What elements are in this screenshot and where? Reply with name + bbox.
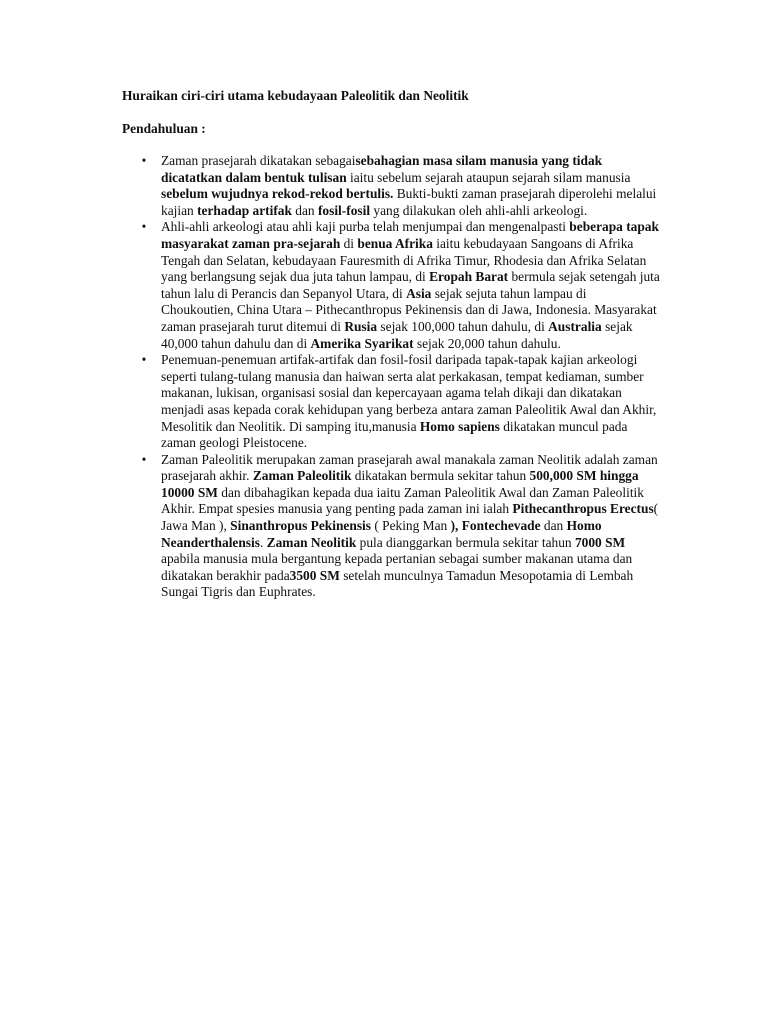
- text-segment: .: [259, 534, 267, 550]
- bold-text-segment: Pithecanthropus Erectus: [512, 501, 654, 517]
- section-heading: Pendahuluan :: [122, 121, 206, 136]
- bullet-list: [122, 153, 662, 601]
- text-segment: sejak 20,000 tahun dahulu.: [413, 335, 561, 351]
- bullet-icon: •: [141, 352, 147, 368]
- text-segment: sejak 40,000 tahun dahulu dan di: [161, 318, 633, 351]
- bold-text-segment: terhadap artifak: [197, 202, 292, 218]
- text-segment: pula dianggarkan bermula sekitar tahun: [356, 534, 575, 550]
- text-segment: Zaman Paleolitik merupakan zaman prasejarah awal manakala zaman Neolitik adalah zaman prasejarah akhir.: [161, 451, 658, 484]
- text-segment: iaitu sebelum sejarah ataupun sejarah silam manusia: [346, 169, 631, 185]
- bold-text-segment: Rusia: [344, 318, 378, 334]
- bullet-icon: •: [141, 451, 147, 467]
- bold-text-segment: Australia: [548, 318, 602, 334]
- text-segment: setelah munculnya Tamadun Mesopotamia di Lembah Sungai Tigris dan Euphrates.: [161, 567, 634, 600]
- bold-text-segment: sebelum wujudnya rekod-rekod bertulis.: [161, 186, 394, 202]
- text-segment: yang dilakukan oleh ahli-ahli arkeologi.: [370, 202, 588, 218]
- text-segment: Bukti-bukti zaman prasejarah diperolehi melalui kajian: [161, 186, 657, 218]
- list-item: [122, 452, 662, 601]
- text-segment: dan dibahagikan kepada dua iaitu Zaman Paleolitik Awal dan Zaman Paleolitik Akhir. Empat spesies manusia yang penting pada zaman ini ialah: [161, 484, 644, 517]
- bold-text-segment: Zaman Neolitik: [266, 534, 357, 550]
- bold-text-segment: Zaman Paleolitik: [252, 468, 352, 484]
- text-segment: Ahli-ahli arkeologi atau ahli kaji purba telah menjumpai dan mengenalpasti: [161, 219, 570, 235]
- bold-text-segment: benua Afrika: [357, 235, 433, 251]
- list-item-text: [161, 153, 656, 218]
- list-item: [122, 219, 662, 352]
- text-segment: dan: [291, 202, 318, 218]
- bold-text-segment: Eropah Barat: [429, 269, 509, 285]
- bold-text-segment: ), Fontechevade: [450, 518, 541, 534]
- bold-text-segment: beberapa tapak masyarakat zaman pra-sejarah: [161, 219, 659, 251]
- text-segment: dikatakan muncul pada zaman geologi Pleistocene.: [161, 418, 628, 451]
- text-segment: dan: [540, 518, 567, 534]
- text-segment: sejak 100,000 tahun dahulu, di: [377, 318, 549, 334]
- text-segment: bermula sejak setengah juta tahun lalu di Perancis dan Sepanyol Utara, di: [161, 269, 660, 301]
- list-item: [122, 352, 662, 452]
- list-item: [122, 153, 662, 219]
- bold-text-segment: Sinanthropus Pekinensis: [230, 518, 371, 534]
- bold-text-segment: 3500 SM: [289, 567, 340, 583]
- text-segment: ( Peking Man: [370, 518, 451, 534]
- bold-text-segment: Homo Neanderthalensis: [161, 518, 602, 550]
- list-item-text: [161, 352, 656, 450]
- document-page: [122, 88, 662, 600]
- text-segment: sejak sejuta tahun lampau di Choukoutien, China Utara – Pithecanthropus Pekinensis dan di Jawa, Indonesia. Masyarakat zaman prasejarah turut ditemui di: [161, 285, 657, 334]
- bold-text-segment: sebahagian masa silam manusia yang tidak dicatatkan dalam bentuk tulisan: [161, 153, 603, 185]
- text-segment: dikatakan bermula sekitar tahun: [351, 468, 530, 484]
- bold-text-segment: fosil-fosil: [317, 202, 371, 218]
- bold-text-segment: Asia: [406, 285, 432, 301]
- bold-text-segment: 500,000 SM hingga 10000 SM: [161, 468, 639, 500]
- bullet-icon: •: [141, 153, 147, 168]
- list-item-text: [161, 219, 660, 350]
- text-segment: Penemuan-penemuan artifak-artifak dan fosil-fosil daripada tapak-tapak kajian arkeologi seperti tulang-tulang manusia dan haiwan serta alat perkakasan, tempat kediaman, sumber makanan, lukisan, organisasi sosial dan kepercayaan agama telah dikaji dan dikatakan menjadi asas kepada corak kehidupan yang berbeza antara zaman Paleolitik Awal dan Akhir, Mesolitik dan Neolitik. Di samping itu,manusia: [161, 352, 657, 434]
- text-segment: ( Jawa Man ),: [161, 501, 659, 534]
- bold-text-segment: Homo sapiens: [419, 418, 500, 434]
- document-title: Huraikan ciri-ciri utama kebudayaan Paleolitik dan Neolitik: [122, 88, 469, 103]
- text-segment: di: [340, 235, 358, 251]
- bullet-icon: •: [141, 219, 147, 235]
- text-segment: Zaman prasejarah dikatakan sebagai: [161, 153, 356, 168]
- text-segment: apabila manusia mula bergantung kepada pertanian sebagai sumber makanan utama dan dikatakan berakhir pada: [161, 551, 633, 583]
- bold-text-segment: Amerika Syarikat: [310, 335, 414, 351]
- text-segment: iaitu kebudayaan Sangoans di Afrika Tengah dan Selatan, kebudayaan Fauresmith di Afrika Timur, Rhodesia dan Afrika Selatan yang berlangsung sejak dua juta tahun lampau, di: [161, 235, 647, 285]
- list-item-text: [161, 452, 658, 600]
- bold-text-segment: 7000 SM: [574, 534, 626, 550]
